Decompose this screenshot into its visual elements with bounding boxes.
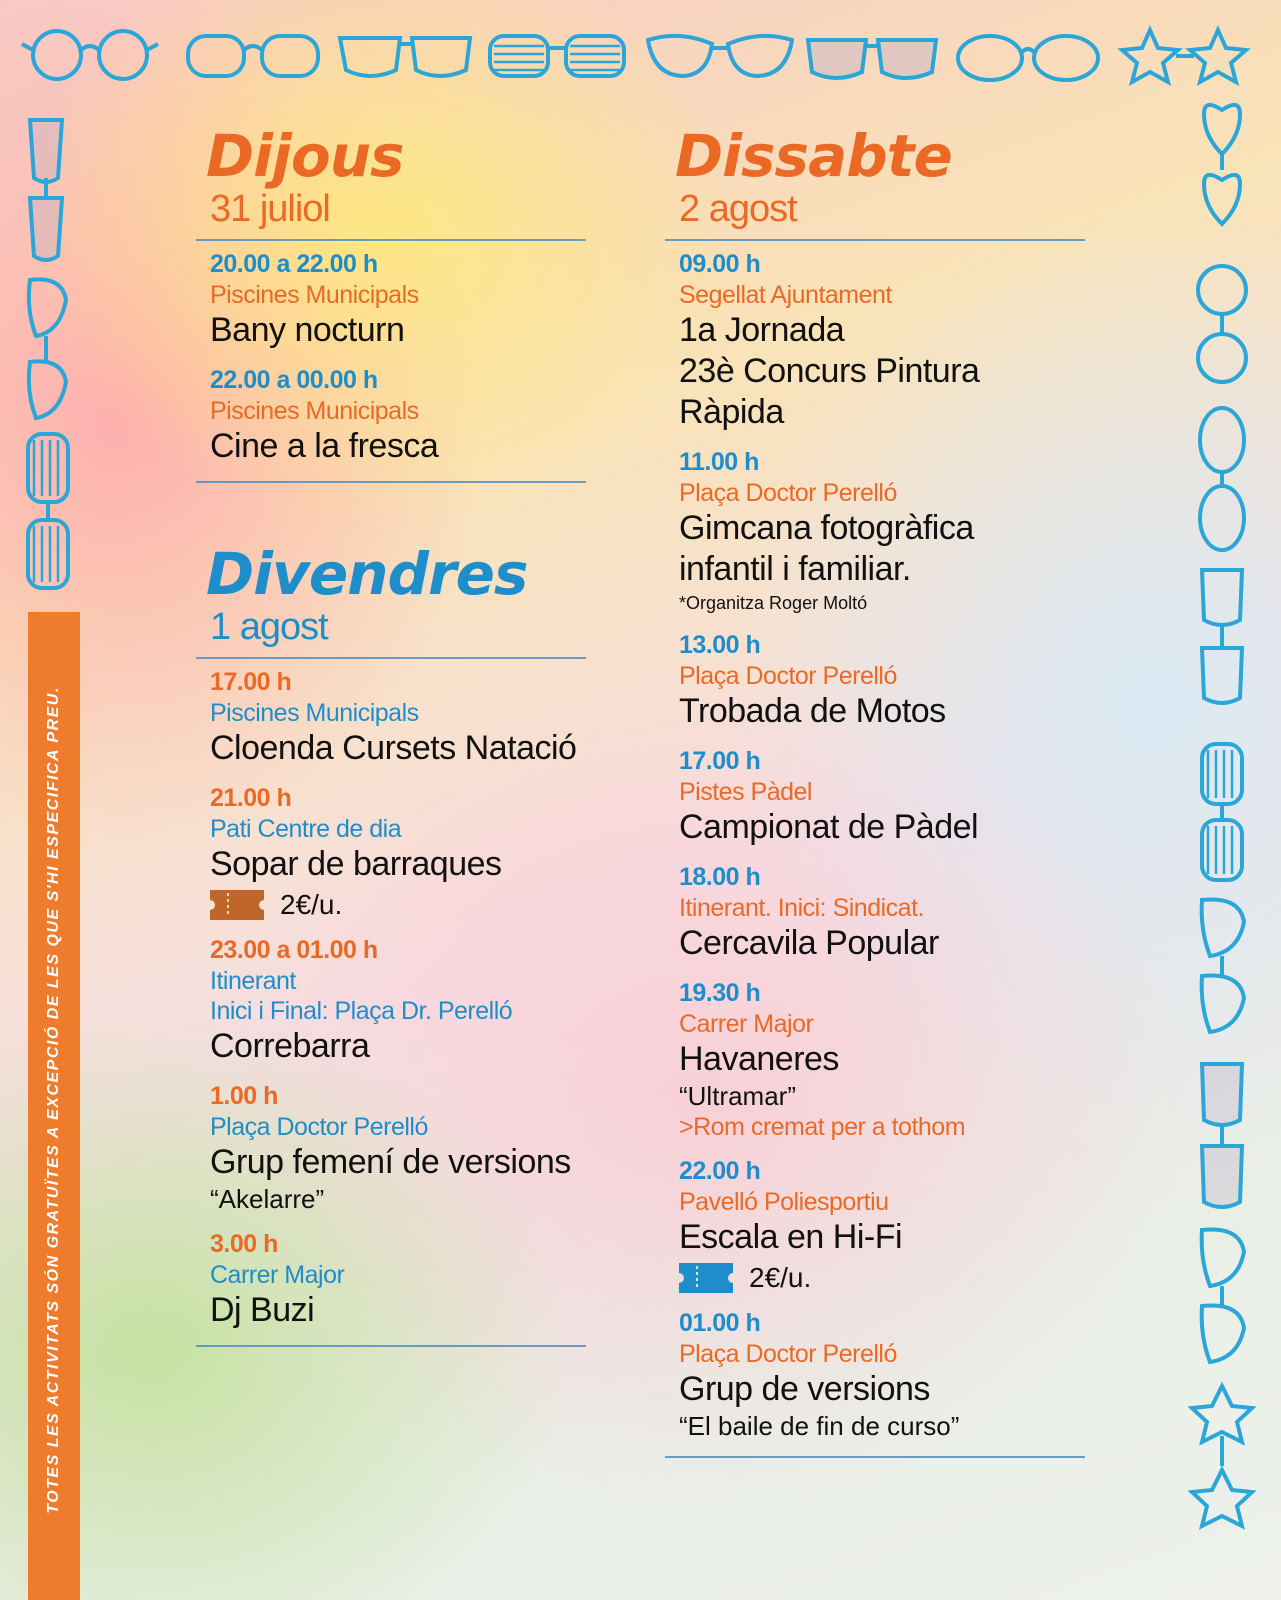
day-dijous [196, 122, 586, 483]
event-place: Pavelló Poliesportiu [679, 1188, 889, 1216]
event-time: 22.00 a 00.00 h [210, 366, 378, 394]
event-time: 23.00 a 01.00 h [210, 936, 378, 964]
event-price [210, 889, 586, 921]
event-place: Plaça Doctor Perelló [679, 662, 897, 690]
event-time: 17.00 h [210, 668, 292, 696]
event-title: Bany nocturn [210, 311, 405, 349]
glasses-icon [1198, 266, 1246, 382]
event-time: 20.00 a 22.00 h [210, 250, 378, 278]
price-label: 2€/u. [749, 1262, 812, 1293]
glasses-icon [808, 40, 936, 78]
event-time: 21.00 h [210, 784, 292, 812]
day-dissabte [665, 122, 1085, 1458]
event-place: Pati Centre de dia [210, 815, 402, 843]
event-title: Grup femení de versions [210, 1143, 571, 1181]
event-title: Sopar de barraques [210, 845, 502, 883]
glasses-icon [1202, 1229, 1244, 1362]
event-item [679, 1308, 1085, 1442]
shutter-glasses-icon [490, 36, 624, 76]
event-place: Itinerant. Inici: Sindicat. [679, 894, 924, 922]
day-title: Dijous [206, 122, 404, 190]
event-place: Plaça Doctor Perelló [679, 1340, 897, 1368]
event-price [679, 1262, 1085, 1294]
event-title: Cercavila Popular [679, 924, 939, 962]
event-title: Grup de versions [679, 1370, 930, 1408]
right-glasses-border [1180, 100, 1281, 1600]
event-title: Gimcana fotogràfica [679, 509, 974, 547]
left-column [196, 122, 586, 1347]
event-time: 19.30 h [679, 979, 761, 1007]
event-title-line2: 23è Concurs Pintura Ràpida [679, 352, 980, 431]
event-item [210, 1229, 586, 1331]
event-place-detail: Inici i Final: Plaça Dr. Perelló [210, 997, 513, 1025]
event-item [210, 365, 586, 467]
event-title: Campionat de Pàdel [679, 808, 979, 846]
day-date: 1 agost [210, 606, 328, 648]
divider [665, 1456, 1085, 1458]
event-item [679, 1156, 1085, 1294]
event-time: 11.00 h [679, 448, 759, 476]
event-title-line2: infantil i familiar. [679, 550, 911, 588]
event-title: 1a Jornada [679, 311, 845, 349]
day-date: 31 juliol [210, 188, 330, 230]
event-place: Piscines Municipals [210, 281, 419, 309]
event-title: Correbarra [210, 1027, 370, 1065]
day-title: Divendres [206, 540, 528, 608]
event-time: 17.00 h [679, 747, 761, 775]
event-subtitle: “Ultramar” [679, 1081, 796, 1111]
divider [665, 239, 1085, 241]
glasses-icon [1200, 408, 1244, 550]
event-title: Cloenda Cursets Natació [210, 729, 577, 767]
price-label: 2€/u. [280, 889, 343, 920]
divider [196, 239, 586, 241]
event-item [679, 746, 1085, 848]
heart-glasses-icon [1204, 105, 1240, 224]
event-item [679, 978, 1085, 1142]
event-place: Piscines Municipals [210, 699, 419, 727]
ticket-icon [210, 890, 264, 920]
cat-eye-glasses-icon [648, 36, 792, 76]
event-title: Dj Buzi [210, 1291, 315, 1329]
day-divendres [196, 540, 586, 1347]
top-glasses-border [0, 0, 1281, 100]
event-place: Carrer Major [679, 1010, 814, 1038]
glasses-icon [958, 36, 1098, 80]
free-activities-note: TOTES LES ACTIVITATS SÓN GRATUÏTES A EXCEPCIÓ DE LES QUE S'HI ESPECIFICA PREU. [45, 686, 62, 1514]
event-list [196, 659, 586, 1331]
glasses-icon [340, 38, 470, 76]
event-place: Piscines Municipals [210, 397, 419, 425]
event-item [679, 447, 1085, 616]
event-place: Plaça Doctor Perelló [210, 1113, 428, 1141]
event-place: Plaça Doctor Perelló [679, 479, 897, 507]
event-title: Cine a la fresca [210, 427, 439, 465]
day-date: 2 agost [679, 188, 797, 230]
glasses-icon [1202, 899, 1244, 1032]
event-place: Itinerant [210, 967, 296, 995]
ticket-icon [679, 1263, 733, 1293]
event-place: Segellat Ajuntament [679, 281, 892, 309]
left-glasses-border [0, 100, 100, 620]
event-time: 1.00 h [210, 1082, 278, 1110]
day-title: Dissabte [675, 122, 952, 190]
event-item [210, 249, 586, 351]
event-subtitle: “Akelarre” [210, 1184, 325, 1214]
event-title: Havaneres [679, 1040, 839, 1078]
event-list [665, 241, 1085, 1442]
glasses-icon [29, 279, 66, 418]
event-time: 13.00 h [679, 631, 761, 659]
glasses-icon [30, 120, 62, 260]
glasses-icon [188, 36, 318, 76]
glasses-icon [1202, 570, 1242, 703]
right-column [665, 122, 1085, 1458]
event-subtitle: “El baile de fin de curso” [679, 1411, 960, 1441]
event-list [196, 241, 586, 467]
event-item [679, 630, 1085, 732]
event-item [679, 862, 1085, 964]
shutter-glasses-icon [1202, 744, 1242, 880]
event-time: 01.00 h [679, 1309, 761, 1337]
event-time: 3.00 h [210, 1230, 278, 1258]
event-place: Pistes Pàdel [679, 778, 812, 806]
glasses-icon [1202, 1064, 1242, 1207]
divider [196, 657, 586, 659]
event-extra: >Rom cremat per a tothom [679, 1113, 966, 1141]
divider [196, 481, 586, 483]
event-time: 18.00 h [679, 863, 761, 891]
event-time: 22.00 h [679, 1157, 761, 1185]
event-title: Trobada de Motos [679, 692, 946, 730]
divider [196, 1345, 586, 1347]
event-item [210, 935, 586, 1067]
shutter-glasses-icon [28, 434, 68, 588]
glasses-icon [22, 31, 158, 79]
event-item [210, 783, 586, 921]
event-time: 09.00 h [679, 250, 761, 278]
event-title: Escala en Hi-Fi [679, 1218, 903, 1256]
event-place: Carrer Major [210, 1261, 345, 1289]
event-note: *Organitza Roger Moltó [679, 593, 868, 613]
event-item [679, 249, 1085, 433]
event-item [210, 1081, 586, 1215]
event-item [210, 667, 586, 769]
star-glasses-icon [1122, 30, 1246, 82]
star-glasses-icon [1192, 1386, 1252, 1526]
